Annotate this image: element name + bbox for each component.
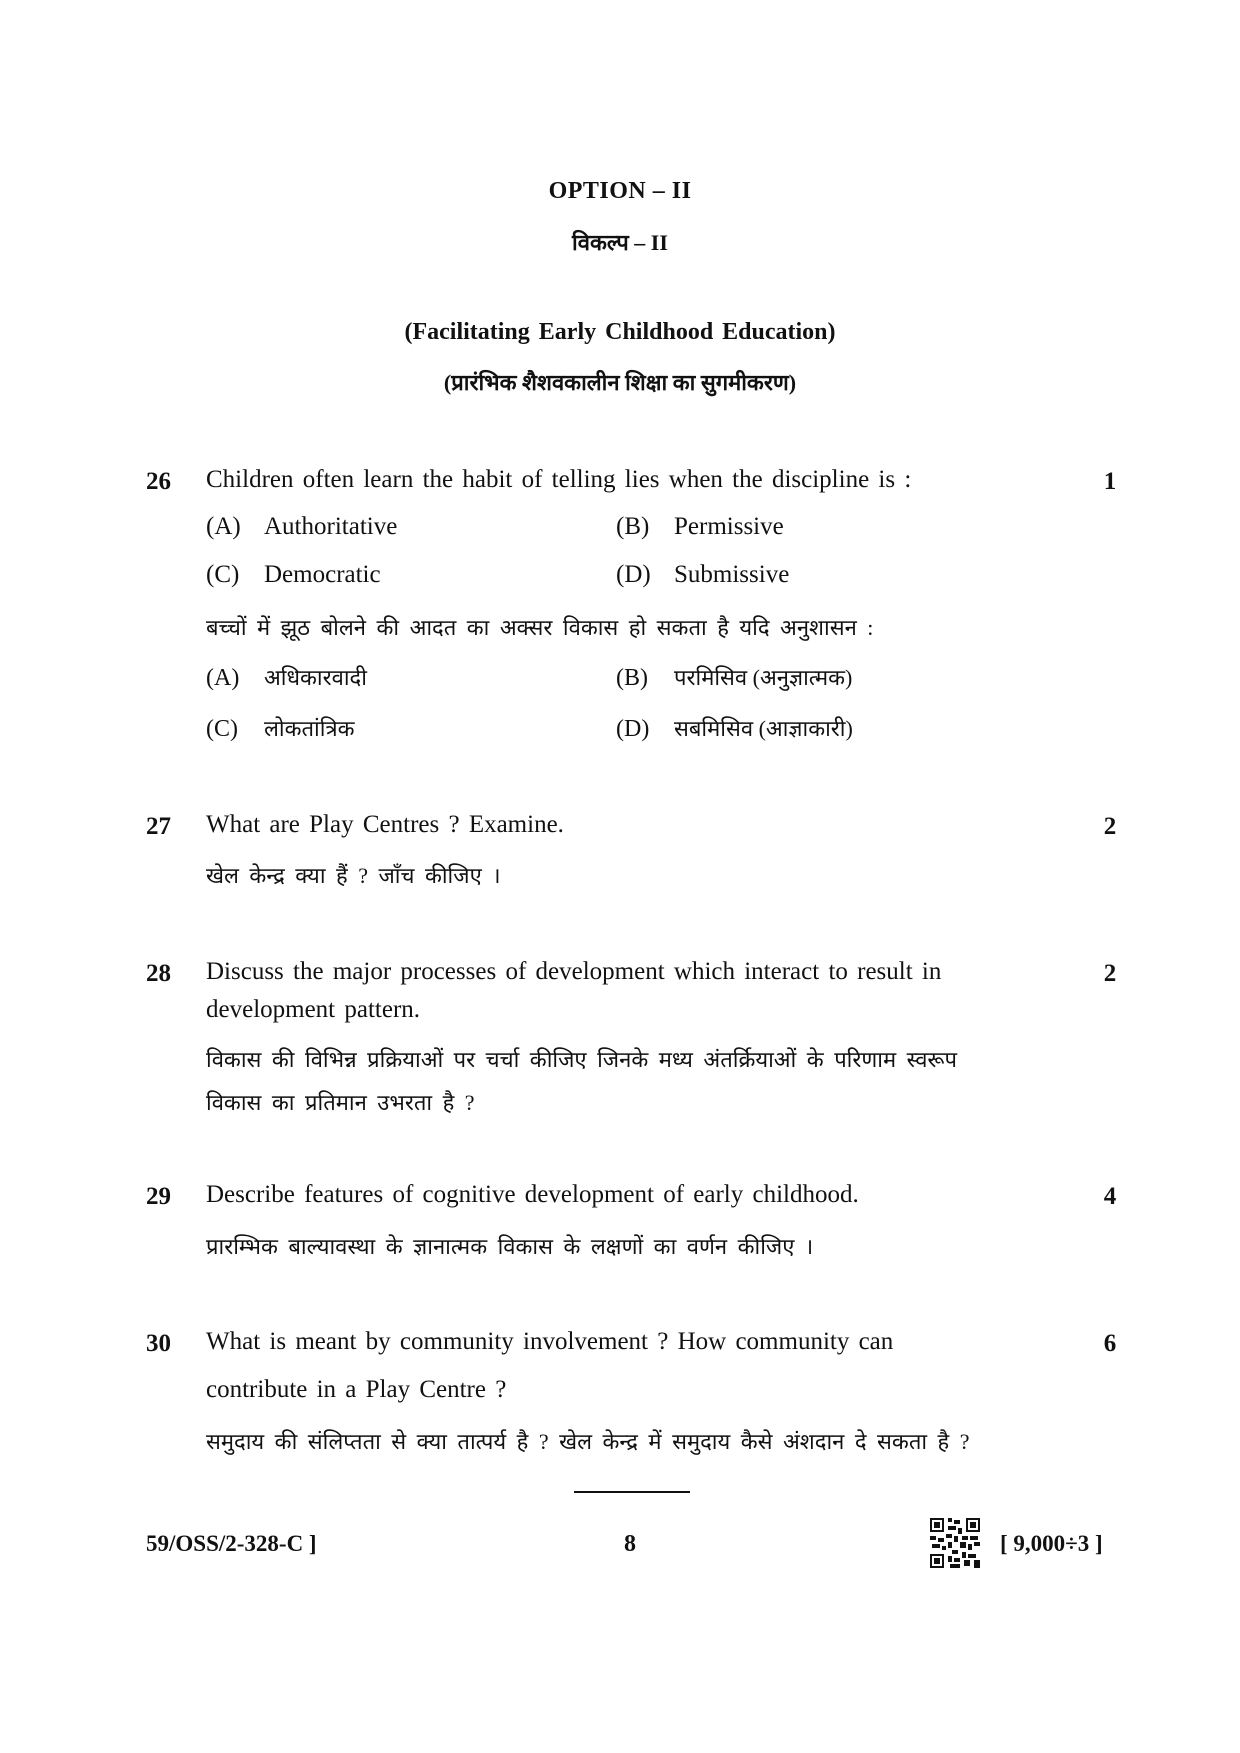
option-text: परमिसिव (अनुज्ञात्मक) bbox=[674, 665, 853, 690]
page-number: 8 bbox=[624, 1531, 636, 1557]
option-b-hindi bbox=[616, 662, 852, 692]
question-text-cont: contribute in a Play Centre ? bbox=[206, 1376, 507, 1403]
question-text-cont: development pattern. bbox=[206, 996, 421, 1023]
question-text-hindi: खेल केन्द्र क्या हैं ? जाँच कीजिए । bbox=[206, 863, 501, 888]
question-text-hindi: बच्चों में झूठ बोलने की आदत का अक्सर विकास हो सकता है यदि अनुशासन : bbox=[206, 615, 874, 640]
question-marks: 2 bbox=[1103, 960, 1117, 987]
subject-title: (Facilitating Early Childhood Education) bbox=[404, 319, 836, 345]
option-b bbox=[616, 513, 784, 541]
question-text-hindi-cont: विकास का प्रतिमान उभरता है ? bbox=[206, 1090, 475, 1115]
question-text: Discuss the major processes of development which interact to result in bbox=[206, 958, 942, 985]
copies-count: [ 9,000÷3 ] bbox=[1000, 1531, 1103, 1556]
qr-code-icon bbox=[930, 1518, 980, 1568]
option-label: (C) bbox=[206, 561, 240, 588]
question-text-hindi: प्रारम्भिक बाल्यावस्था के ज्ञानात्मक विकास के लक्षणों का वर्णन कीजिए । bbox=[206, 1234, 814, 1259]
option-label: (A) bbox=[206, 665, 240, 691]
question-text: What are Play Centres ? Examine. bbox=[206, 811, 564, 838]
question-text: What is meant by community involvement ? How community can bbox=[206, 1328, 894, 1355]
option-label: (B) bbox=[616, 513, 650, 540]
option-label: (B) bbox=[616, 665, 648, 691]
option-c-hindi bbox=[206, 713, 355, 743]
paper-code: 59/OSS/2-328-C ] bbox=[146, 1531, 317, 1556]
option-a-hindi bbox=[206, 662, 367, 692]
option-a bbox=[206, 513, 397, 541]
question-marks: 4 bbox=[1103, 1183, 1117, 1210]
question-number: 26 bbox=[146, 468, 171, 495]
question-marks: 1 bbox=[1103, 468, 1117, 495]
question-number: 30 bbox=[146, 1330, 171, 1357]
option-text: लोकतांत्रिक bbox=[264, 716, 355, 741]
option-text: Authoritative bbox=[264, 513, 398, 540]
question-number: 28 bbox=[146, 960, 171, 987]
end-rule bbox=[574, 1491, 690, 1493]
option-text: Democratic bbox=[264, 561, 381, 588]
question-number: 29 bbox=[146, 1183, 171, 1210]
option-label: (A) bbox=[206, 513, 241, 540]
option-text: सबमिसिव (आज्ञाकारी) bbox=[674, 716, 853, 741]
question-text-hindi: समुदाय की संलिप्तता से क्या तात्पर्य है ? खेल केन्द्र में समुदाय कैसे अंशदान दे सकता है ? bbox=[206, 1429, 970, 1454]
option-d-hindi bbox=[616, 713, 853, 743]
option-label: (D) bbox=[616, 561, 651, 588]
option-d bbox=[616, 561, 789, 589]
question-text-hindi: विकास की विभिन्न प्रक्रियाओं पर चर्चा कीजिए जिनके मध्य अंतर्क्रियाओं के परिणाम स्वरूप bbox=[206, 1047, 958, 1072]
question-marks: 2 bbox=[1103, 813, 1117, 840]
option-text: Submissive bbox=[674, 561, 790, 588]
question-text: Children often learn the habit of telling lies when the discipline is : bbox=[206, 466, 912, 493]
question-text: Describe features of cognitive development of early childhood. bbox=[206, 1181, 859, 1208]
question-marks: 6 bbox=[1103, 1330, 1117, 1357]
option-c bbox=[206, 561, 381, 589]
question-number: 27 bbox=[146, 813, 171, 840]
option-label: (D) bbox=[616, 716, 650, 742]
option-text: Permissive bbox=[674, 513, 784, 540]
option-label: (C) bbox=[206, 716, 238, 742]
option-text: अधिकारवादी bbox=[264, 665, 367, 690]
option-heading-hindi: विकल्प – II bbox=[572, 230, 668, 255]
option-heading: OPTION – II bbox=[548, 178, 692, 204]
subject-title-hindi: (प्रारंभिक शैशवकालीन शिक्षा का सुगमीकरण) bbox=[443, 370, 797, 395]
